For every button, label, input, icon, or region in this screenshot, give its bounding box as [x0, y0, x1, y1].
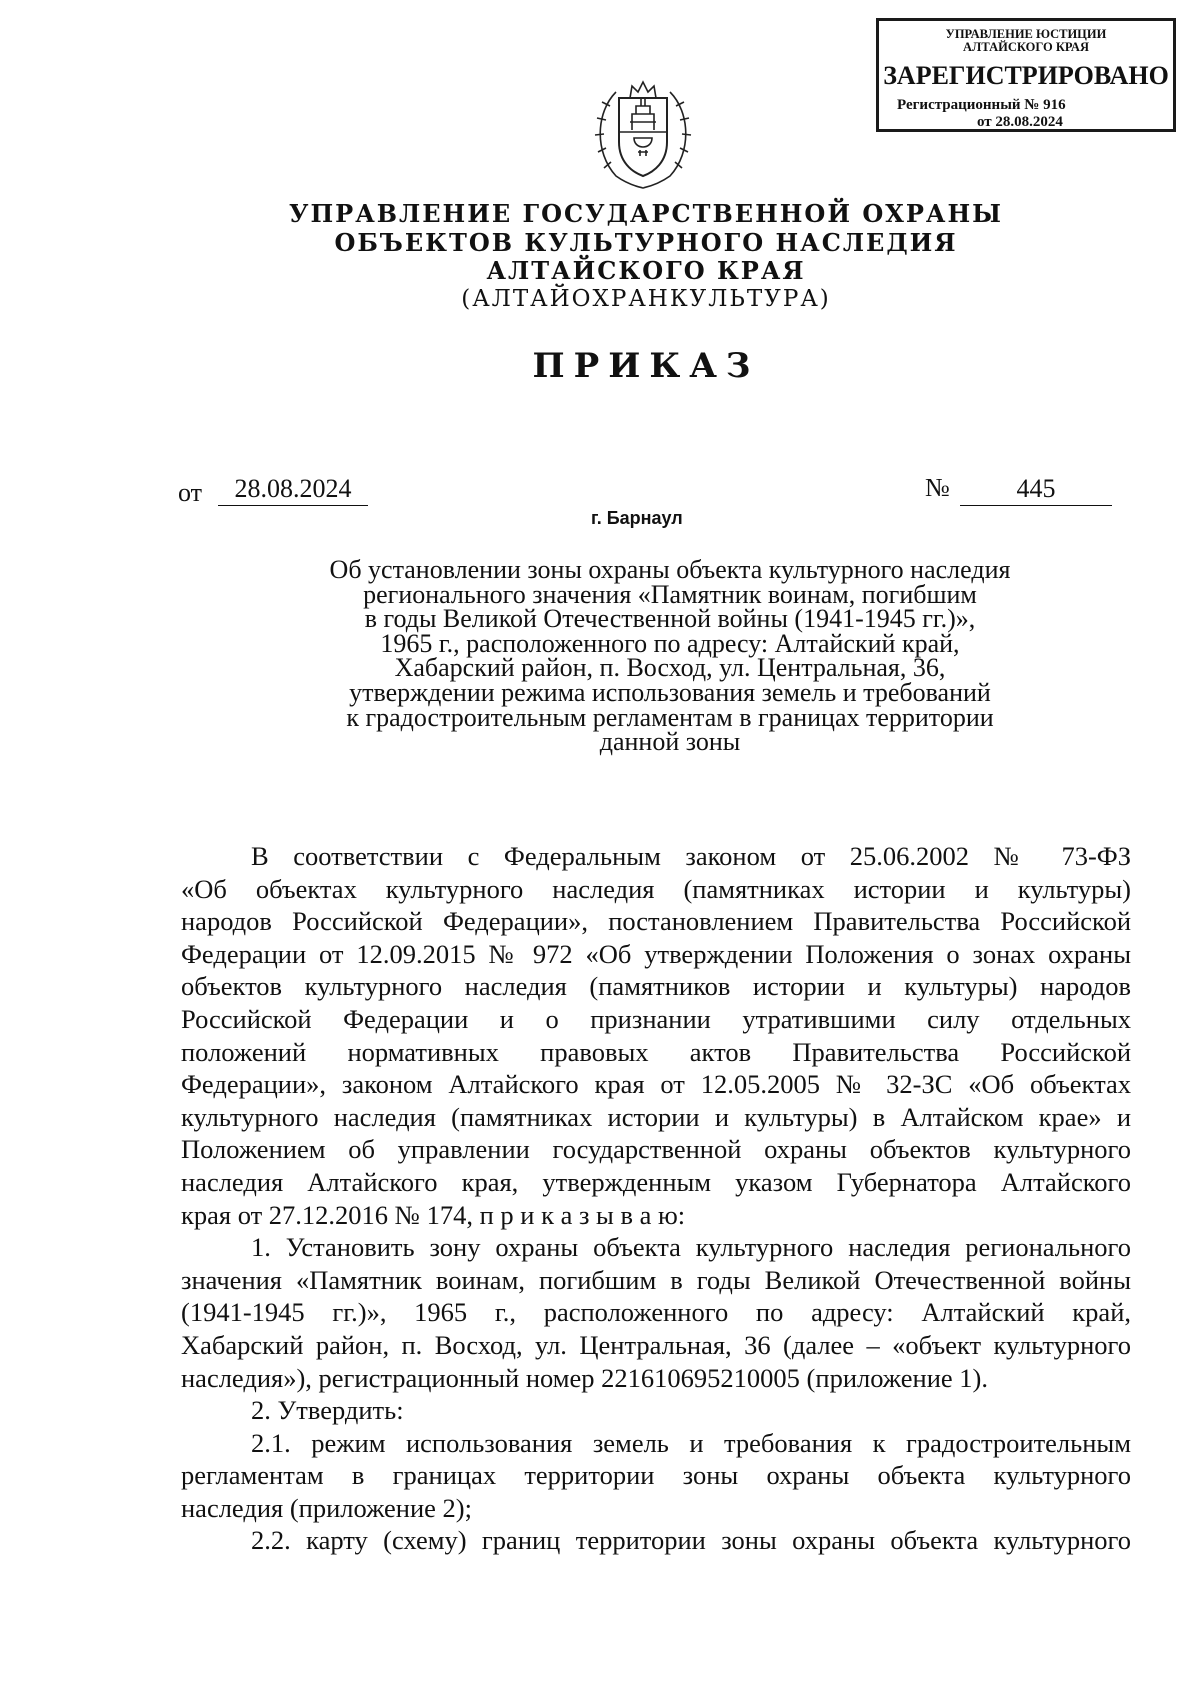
body-line: наследия»), регистрационный номер 221610695210005 (приложение 1).: [181, 1362, 988, 1393]
subject-line: 1965 г., расположенного по адресу: Алтайский край,: [380, 628, 960, 658]
document-subject: [200, 555, 1140, 757]
body-line: «Об объектах культурного наследия (памятниках истории и культуры): [181, 873, 1131, 904]
body-line: Федерации», законом Алтайского края от 12.05.2005 № 32-ЗС «Об объектах: [181, 1069, 1131, 1100]
subject-line: в годы Великой Отечественной войны (1941-1945 гг.)»,: [364, 604, 976, 634]
number-prefix: №: [925, 473, 950, 502]
body-line: Российской Федерации и о признании утратившими силу отдельных: [181, 1003, 1131, 1034]
body-line: Федерации от 12.09.2015 № 972 «Об утверждении Положения о зонах охраны: [181, 938, 1131, 969]
stamp-authority-line2: АЛТАЙСКОГО КРАЯ: [963, 40, 1089, 54]
body-line: объектов культурного наследия (памятников истории и культуры) народов: [181, 971, 1131, 1002]
document-number: 445: [960, 473, 1112, 506]
body-line: Хабарский район, п. Восход, ул. Центральная, 36 (далее – «объект культурного: [181, 1329, 1131, 1360]
body-line: наследия Алтайского края, утвержденным указом Губернатора Алтайского: [181, 1166, 1131, 1197]
stamp-status: ЗАРЕГИСТРИРОВАНО: [883, 61, 1169, 90]
subject-line: данной зоны: [599, 727, 741, 757]
subject-line: к градостроительным регламентам в границах территории: [346, 702, 994, 732]
coat-of-arms-icon: [586, 72, 700, 192]
subject-line: Об установлении зоны охраны объекта культурного наследия: [329, 555, 1011, 584]
stamp-reg-date: от 28.08.2024: [977, 114, 1063, 130]
body-line: 2. Утвердить:: [251, 1395, 404, 1426]
document-date: 28.08.2024: [218, 473, 368, 506]
agency-name-line1: УПРАВЛЕНИЕ ГОСУДАРСТВЕННОЙ ОХРАНЫ: [289, 199, 1003, 228]
body-line: культурного наследия (памятниках истории и культуры) в Алтайском крае» и: [181, 1101, 1131, 1132]
body-line: Положением об управлении государственной охраны объектов культурного: [181, 1134, 1131, 1165]
body-line: значения «Памятник воинам, погибшим в годы Великой Отечественной войны: [181, 1264, 1131, 1295]
stamp-authority-line1: УПРАВЛЕНИЕ ЮСТИЦИИ: [945, 27, 1107, 41]
body-line: положений нормативных правовых актов Правительства Российской: [181, 1036, 1131, 1067]
body-line: наследия (приложение 2);: [181, 1492, 472, 1523]
registration-stamp: [876, 18, 1176, 132]
subject-line: утверждении режима использования земель и требований: [349, 677, 991, 707]
body-line: (1941-1945 гг.)», 1965 г., расположенного по адресу: Алтайский край,: [181, 1297, 1131, 1328]
stamp-reg-number: Регистрационный № 916: [897, 97, 1066, 113]
body-line: народов Российской Федерации», постановлением Правительства Российской: [181, 906, 1131, 937]
body-line: 2.1. режим использования земель и требования к градостроительным: [251, 1427, 1131, 1458]
agency-short-name: (АЛТАЙОХРАНКУЛЬТУРА): [461, 286, 831, 312]
document-body: [181, 840, 1131, 1557]
document-type-title: ПРИКАЗ: [532, 346, 760, 386]
body-line: 2.2. карту (схему) границ территории зоны охраны объекта культурного: [251, 1525, 1131, 1556]
body-line: 1. Установить зону охраны объекта культурного наследия регионального: [251, 1232, 1131, 1263]
document-city: г. Барнаул: [591, 508, 683, 528]
body-line: края от 27.12.2016 № 174, п р и к а з ы в а ю:: [181, 1199, 686, 1230]
subject-line: регионального значения «Памятник воинам, погибшим: [363, 579, 977, 609]
body-line: регламентам в границах территории зоны охраны объекта культурного: [181, 1460, 1131, 1491]
agency-name-line3: АЛТАЙСКОГО КРАЯ: [486, 256, 806, 285]
agency-name-line2: ОБЪЕКТОВ КУЛЬТУРНОГО НАСЛЕДИЯ: [334, 228, 958, 257]
date-prefix: от: [178, 478, 203, 507]
subject-line: Хабарский район, п. Восход, ул. Центральная, 36,: [394, 653, 946, 683]
body-line: В соответствии с Федеральным законом от 25.06.2002 № 73-ФЗ: [251, 841, 1131, 871]
